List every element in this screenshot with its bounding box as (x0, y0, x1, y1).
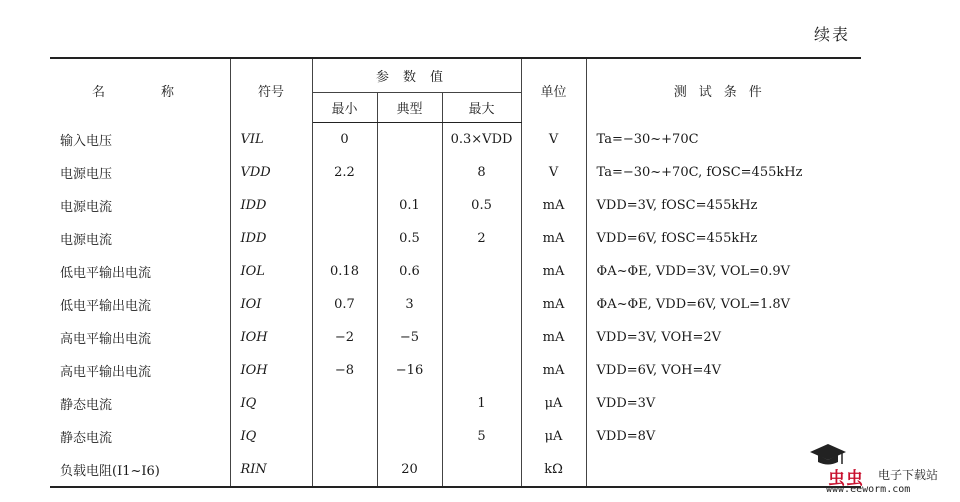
cell-conditions: Ta=−30~+70C (596, 131, 699, 147)
cell-min: −2 (312, 321, 377, 354)
cell-max (442, 288, 521, 321)
cell-symbol: VDD (230, 156, 312, 189)
cell-max: 8 (442, 156, 521, 189)
cell-typ (377, 123, 442, 157)
col-head-conditions: 测试条件 (586, 58, 861, 123)
watermark-brand-mark: 虫虫 (828, 469, 864, 489)
cell-conditions: VDD=3V, VOH=2V (596, 330, 722, 345)
table-row (50, 453, 861, 487)
cell-conditions: Ta=−30~+70C, fOSC=455kHz (596, 165, 803, 180)
cell-typ (377, 420, 442, 453)
cell-unit: V (521, 156, 586, 189)
continued-label: 续表 (814, 25, 851, 44)
spec-table (50, 57, 861, 488)
cell-name: 静态电流 (50, 387, 230, 420)
cell-symbol: IOL (230, 255, 312, 288)
cell-symbol: VIL (230, 123, 312, 157)
cell-unit: V (521, 123, 586, 157)
col-head-param-group: 参数值 (312, 58, 521, 93)
cell-unit: μA (521, 420, 586, 453)
col-head-typ: 典型 (377, 93, 442, 123)
cell-unit: mA (521, 288, 586, 321)
cell-symbol: IDD (230, 222, 312, 255)
cell-min (312, 387, 377, 420)
cell-name: 高电平输出电流 (50, 354, 230, 387)
cell-min: 2.2 (312, 156, 377, 189)
col-head-symbol: 符号 (230, 58, 312, 123)
cell-name: 电源电流 (50, 222, 230, 255)
cell-typ: −5 (377, 321, 442, 354)
cell-conditions: VDD=6V, VOH=4V (596, 363, 722, 378)
cell-symbol: IOH (230, 354, 312, 387)
cell-symbol: IDD (230, 189, 312, 222)
cell-typ: 0.6 (377, 255, 442, 288)
cell-name: 输入电压 (50, 123, 230, 157)
cell-min: 0.7 (312, 288, 377, 321)
cell-max: 1 (442, 387, 521, 420)
cell-min (312, 222, 377, 255)
cell-symbol: IOI (230, 288, 312, 321)
cell-unit: mA (521, 255, 586, 288)
cell-max: 0.5 (442, 189, 521, 222)
cell-max (442, 255, 521, 288)
cell-name: 电源电流 (50, 189, 230, 222)
cell-typ: 0.5 (377, 222, 442, 255)
cell-max (442, 354, 521, 387)
cell-name: 电源电压 (50, 156, 230, 189)
cell-typ: −16 (377, 354, 442, 387)
cell-symbol: IQ (230, 387, 312, 420)
watermark-brand-cn: 电子下载站 (878, 468, 939, 482)
cell-name: 高电平输出电流 (50, 321, 230, 354)
cell-max (442, 453, 521, 487)
cell-symbol: IQ (230, 420, 312, 453)
cell-typ: 20 (377, 453, 442, 487)
watermark-url: www.eeworm.com (826, 484, 911, 495)
table-row (50, 321, 861, 354)
cell-conditions: VDD=6V, fOSC=455kHz (596, 231, 758, 246)
cell-name: 负载电阻(I1~I6) (50, 453, 230, 487)
cell-conditions: ΦA~ΦE, VDD=3V, VOL=0.9V (596, 264, 791, 279)
cell-max: 5 (442, 420, 521, 453)
col-head-min: 最小 (312, 93, 377, 123)
table-row (50, 288, 861, 321)
table-row (50, 420, 861, 453)
cell-name: 静态电流 (50, 420, 230, 453)
cell-typ (377, 387, 442, 420)
table-row (50, 123, 861, 157)
cell-typ: 0.1 (377, 189, 442, 222)
cell-max: 0.3×VDD (442, 123, 521, 157)
table-row (50, 222, 861, 255)
table-row (50, 354, 861, 387)
table-row (50, 156, 861, 189)
cell-min (312, 189, 377, 222)
col-head-name: 名 称 (50, 58, 230, 123)
cell-symbol: RIN (230, 453, 312, 487)
cell-min: 0 (312, 123, 377, 157)
col-head-unit: 单位 (521, 58, 586, 123)
cell-unit: mA (521, 222, 586, 255)
cell-conditions: VDD=3V, fOSC=455kHz (596, 198, 758, 213)
cell-unit: μA (521, 387, 586, 420)
cell-name: 低电平输出电流 (50, 288, 230, 321)
cell-unit: mA (521, 354, 586, 387)
cell-min: 0.18 (312, 255, 377, 288)
cell-typ: 3 (377, 288, 442, 321)
cell-unit: mA (521, 189, 586, 222)
cell-typ (377, 156, 442, 189)
col-head-max: 最大 (442, 93, 521, 123)
cell-conditions: ΦA~ΦE, VDD=6V, VOL=1.8V (596, 297, 791, 312)
watermark-logo (808, 440, 960, 500)
table-row (50, 255, 861, 288)
cell-unit: mA (521, 321, 586, 354)
cell-conditions: VDD=8V (596, 429, 656, 444)
cell-symbol: IOH (230, 321, 312, 354)
spec-table-body (50, 123, 861, 488)
cell-name: 低电平输出电流 (50, 255, 230, 288)
cell-max (442, 321, 521, 354)
cell-min (312, 453, 377, 487)
cell-conditions: VDD=3V (596, 396, 656, 411)
cell-min: −8 (312, 354, 377, 387)
table-row (50, 387, 861, 420)
cell-unit: kΩ (521, 453, 586, 487)
cell-max: 2 (442, 222, 521, 255)
table-row (50, 189, 861, 222)
cell-min (312, 420, 377, 453)
